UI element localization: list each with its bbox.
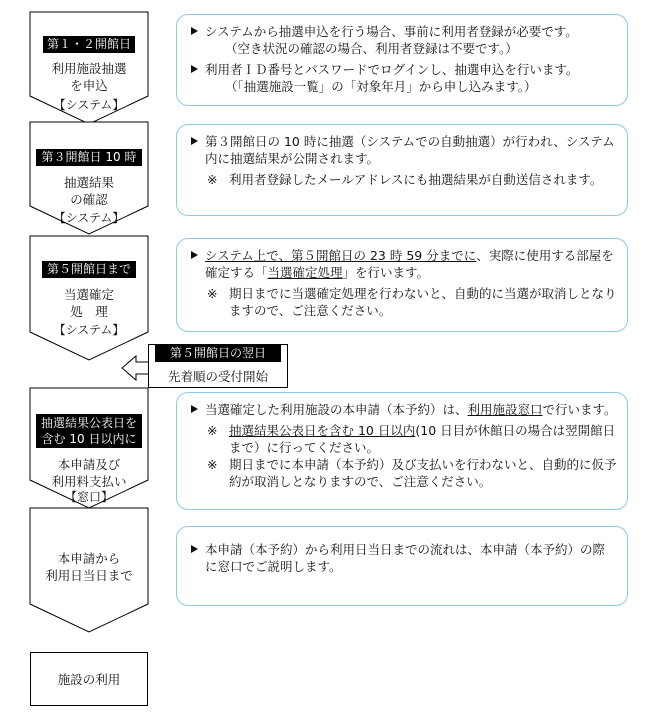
step1-label: 利用施設抽選 を申込 <box>51 61 127 93</box>
step1-badge: 第１・２開館日 <box>43 36 135 53</box>
note4-remark2: ※ 期日までに本申請（本予約）及び支払いを行わないと、自動的に仮予約が取消しとなりますので、ご注意ください。 <box>207 457 617 489</box>
note-step4 <box>176 392 628 510</box>
step3-tag: 【システム】 <box>53 323 125 337</box>
note-step3 <box>176 238 628 332</box>
step3-label: 当選確定 処 理 <box>63 287 114 319</box>
note1-bullet2: 利用者ＩＤ番号とパスワードでログインし、抽選申込を行います。 （「抽選施設一覧」の「対象年月」から申し込みます。） <box>189 61 617 95</box>
note2-remark: ※ 利用者登録したメールアドレスにも抽選結果が自動送信されます。 <box>207 172 603 187</box>
step1-tag: 【システム】 <box>53 98 125 112</box>
note4-remark1: ※ 抽選結果公表日を含む 10 日以内(10 日目が休館日の場合は翌開館日まで）に行ってください。 <box>207 423 616 455</box>
step3-badge: 第５開館日まで <box>42 261 136 278</box>
note1-bullet1: システムから抽選申込を行う場合、事前に利用者登録が必要です。 （空き状況の確認の場合、利用者登録は不要です。） <box>189 23 617 57</box>
note5-bullet1: 本申請（本予約）から利用日当日までの流れは、本申請（本予約）の際に窓口でご説明します。 <box>189 541 617 575</box>
final-step-label: 施設の利用 <box>57 672 121 687</box>
step2-tag: 【システム】 <box>53 211 125 225</box>
note-step2 <box>176 124 628 216</box>
step2-label: 抽選結果 の確認 <box>63 175 114 207</box>
note-step1 <box>176 14 628 106</box>
step4-badge: 抽選結果公表日を 含む 10 日以内に <box>36 414 142 448</box>
step4-label: 本申請及び 利用料支払い <box>51 457 127 489</box>
step5-label: 本申請から 利用日当日まで <box>45 551 133 583</box>
note-step5 <box>176 526 628 606</box>
note4-bullet1: 当選確定した利用施設の本申請（本予約）は、利用施設窓口で行います。 <box>189 401 617 418</box>
note2-bullet1: 第３開館日の 10 時に抽選（システムでの自動抽選）が行われ、システム内に抽選結果が公開されます。 <box>189 133 617 167</box>
side-step-label: 先着順の受付開始 <box>167 369 268 384</box>
step2-badge: 第３開館日 10 時 <box>36 149 142 166</box>
step4-tag: 【窓口】 <box>64 490 113 504</box>
side-step-badge: 第５開館日の翌日 <box>155 344 281 362</box>
note3-remark: ※ 期日までに当選確定処理を行わないと、自動的に当選が取消しとなりますので、ご注意ください。 <box>207 286 617 318</box>
side-arrow-icon <box>122 356 150 380</box>
note3-bullet1: システム上で、第５開館日の 23 時 59 分までに、実際に使用する部屋を確定する「当選確定処理」を行います。 <box>189 247 617 281</box>
final-step-box <box>30 652 148 706</box>
